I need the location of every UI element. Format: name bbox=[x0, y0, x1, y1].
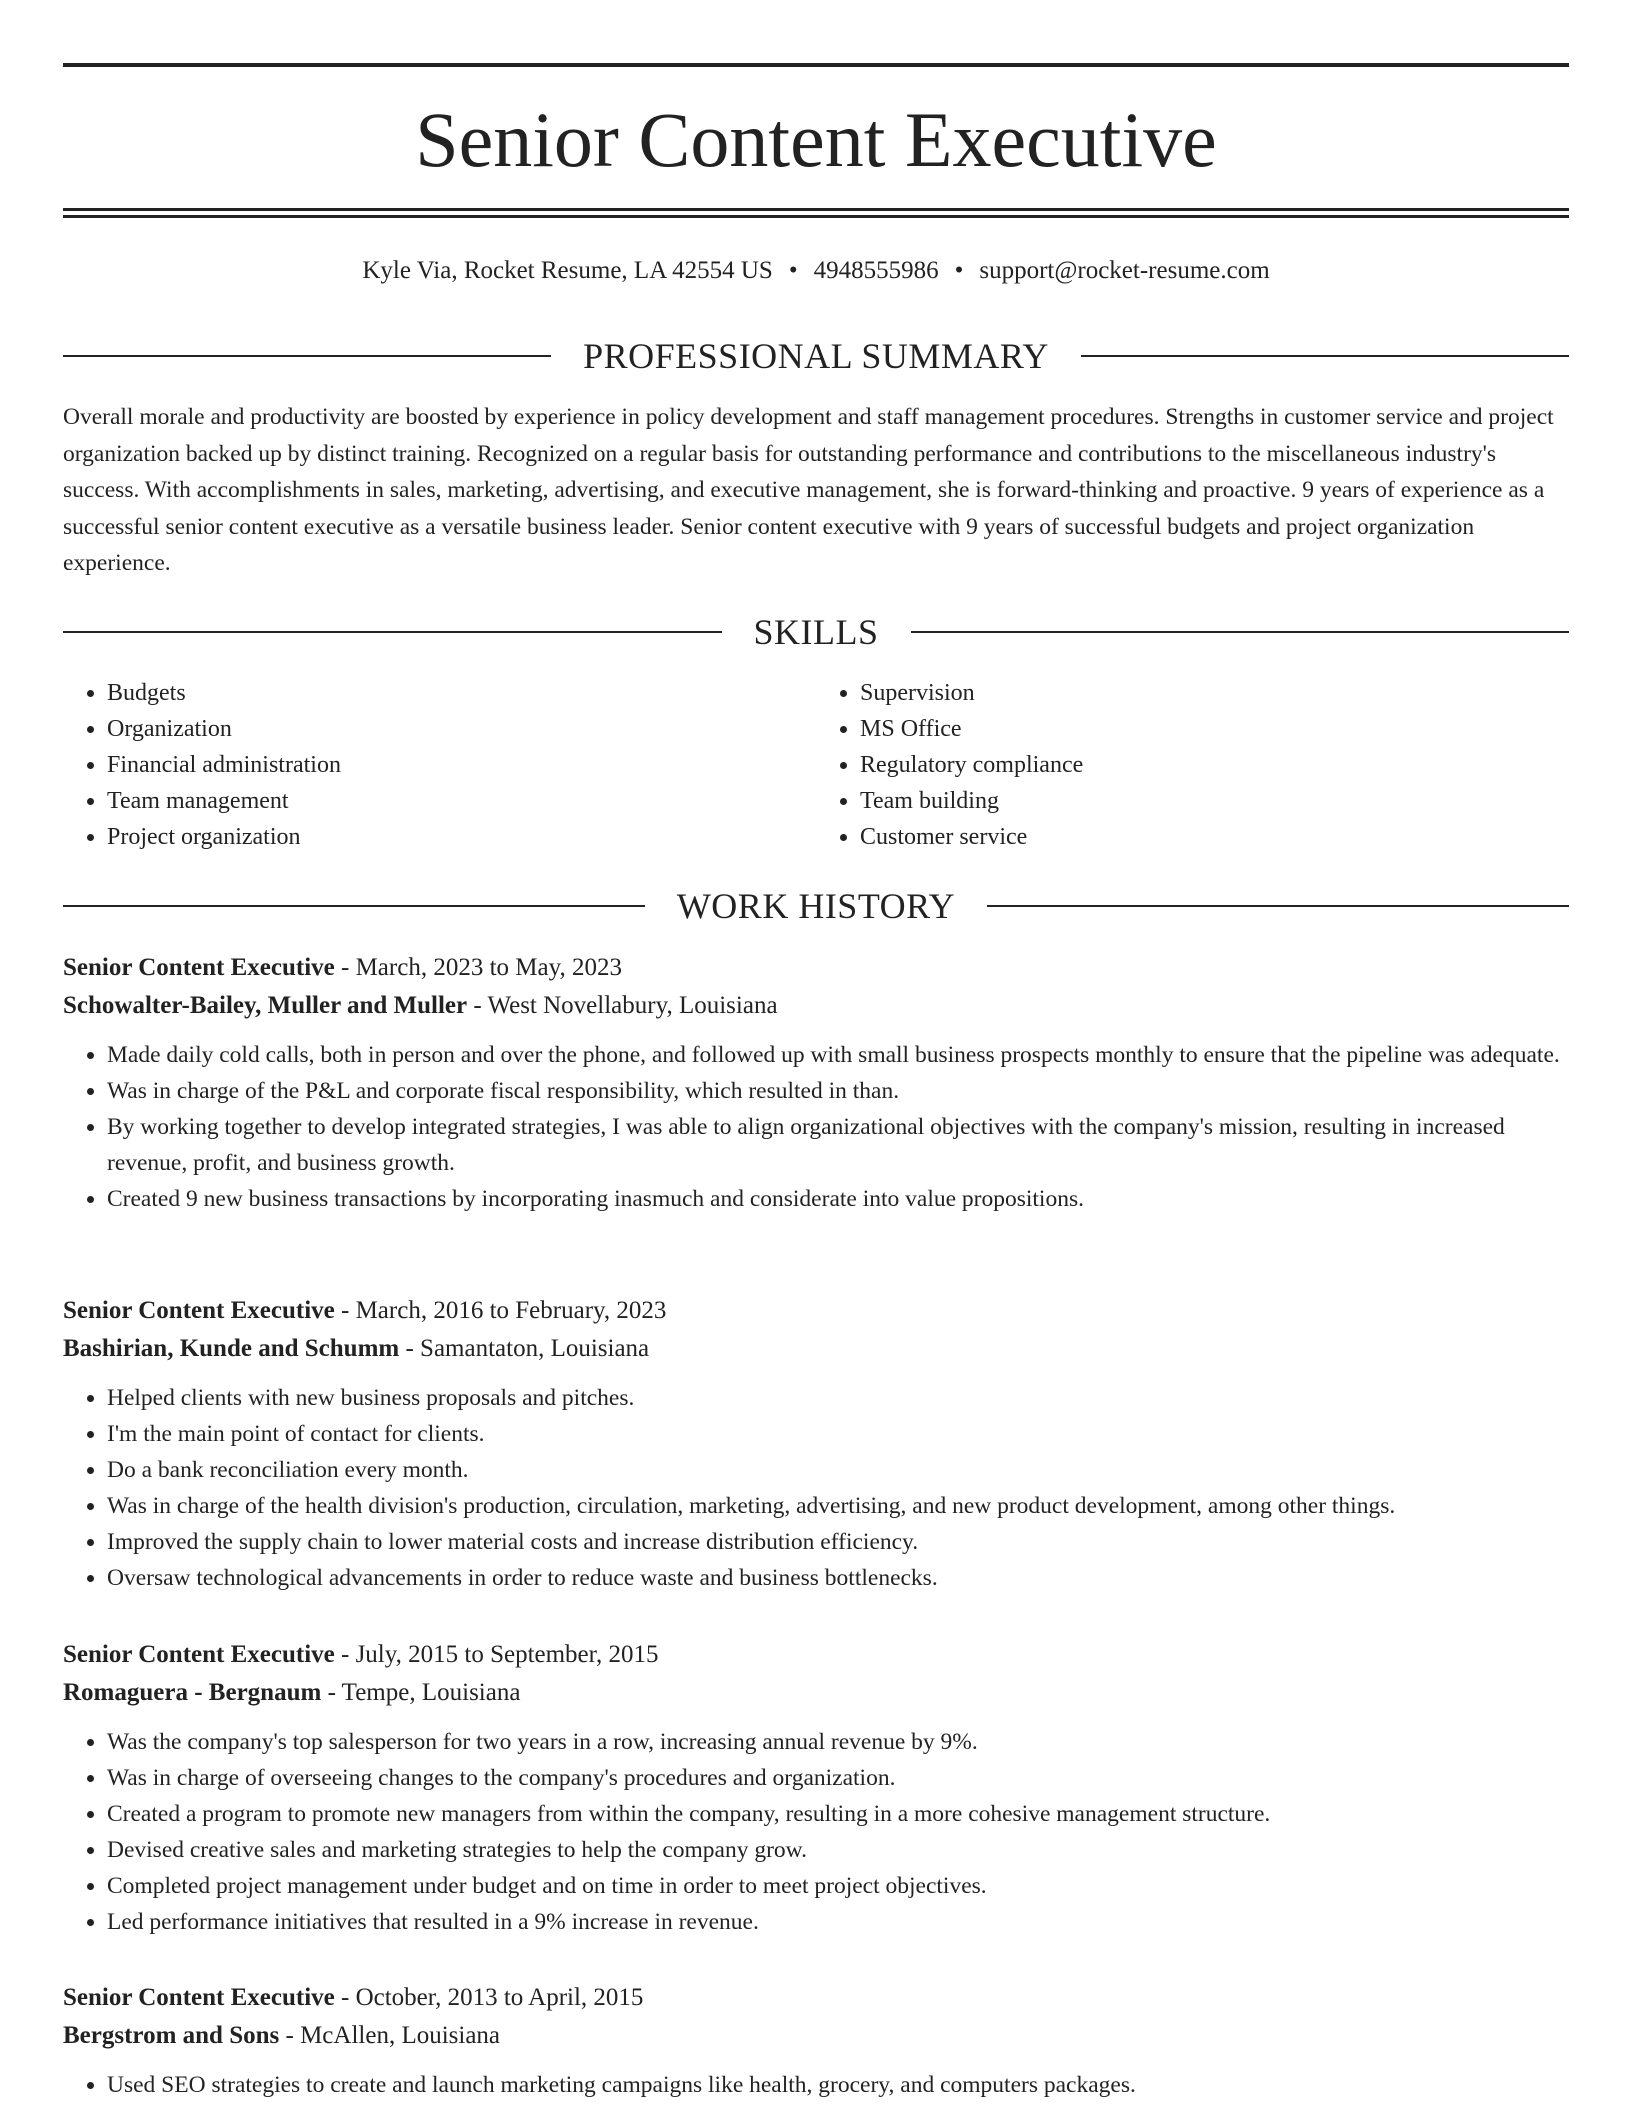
job-company-line bbox=[63, 1330, 1569, 1368]
job-bullets bbox=[63, 2067, 1569, 2103]
job-bullet: • Used SEO strategies to create and launch marketing campaigns like health, grocery, and computers packages. bbox=[107, 2067, 1569, 2103]
job-bullet: • Helped clients with new business proposals and pitches. bbox=[107, 1380, 1569, 1416]
job-company-line bbox=[63, 1674, 1569, 1712]
job-location: - McAllen, Louisiana bbox=[279, 2022, 501, 2049]
section-heading-work-history bbox=[63, 884, 1569, 928]
contact-line bbox=[63, 254, 1569, 288]
section-heading-skills bbox=[63, 610, 1569, 654]
job-dates: - March, 2016 to February, 2023 bbox=[334, 1297, 667, 1324]
job-title-line bbox=[63, 1636, 1569, 1674]
job-bullet: • Led performance initiatives that resulted in a 9% increase in revenue. bbox=[107, 1904, 1569, 1940]
section-title: PROFESSIONAL SUMMARY bbox=[583, 336, 1049, 376]
job-title: Senior Content Executive bbox=[63, 1297, 335, 1324]
job-company-line bbox=[63, 2017, 1569, 2055]
heading-rule bbox=[63, 631, 722, 633]
job-bullet: • Oversaw technological advancements in order to reduce waste and business bottlenecks. bbox=[107, 1560, 1569, 1596]
skill-item: • Regulatory compliance bbox=[860, 747, 1569, 783]
section-heading-summary bbox=[63, 334, 1569, 378]
contact-separator: • bbox=[954, 257, 964, 284]
job-bullet: • Was in charge of the P&L and corporate fiscal responsibility, which resulted in than. bbox=[107, 1073, 1569, 1109]
skill-item: • Team management bbox=[107, 783, 816, 819]
job-location: - West Novellabury, Louisiana bbox=[467, 992, 778, 1019]
job-bullet: • Was in charge of the health division's production, circulation, marketing, advertising, and new product development, among other things. bbox=[107, 1488, 1569, 1524]
heading-rule bbox=[63, 905, 645, 907]
job-dates: - October, 2013 to April, 2015 bbox=[334, 1984, 644, 2011]
job-bullets bbox=[63, 1724, 1569, 1940]
skill-item: • Organization bbox=[107, 711, 816, 747]
skill-item: • MS Office bbox=[860, 711, 1569, 747]
summary-text: Overall morale and productivity are boosted by experience in policy development and staff management procedures. Strengths in customer service and project organization backed up by distinct training. Recognized on a regular basis for outstanding performance and contributions to the miscellaneous industry's success. With accomplishments in sales, marketing, advertising, and executive management, she is forward-thinking and proactive. 9 years of experience as a successful senior content executive as a versatile business leader. Senior content executive with 9 years of successful budgets and project organization experience. bbox=[63, 404, 1554, 576]
job-company: Bergstrom and Sons bbox=[63, 2022, 280, 2049]
job-entry bbox=[63, 949, 1569, 1217]
job-bullet: • I'm the main point of contact for clients. bbox=[107, 1416, 1569, 1452]
job-title-line bbox=[63, 949, 1569, 987]
contact-separator: • bbox=[788, 257, 798, 284]
job-bullet: • Was in charge of overseeing changes to the company's procedures and organization. bbox=[107, 1760, 1569, 1796]
skills-column-left bbox=[63, 675, 816, 855]
job-bullet: • Devised creative sales and marketing strategies to help the company grow. bbox=[107, 1832, 1569, 1868]
heading-rule bbox=[1081, 355, 1569, 357]
job-bullet: • Improved the supply chain to lower material costs and increase distribution efficiency. bbox=[107, 1524, 1569, 1560]
job-location: - Tempe, Louisiana bbox=[321, 1679, 521, 1706]
job-title: Senior Content Executive bbox=[63, 1641, 335, 1668]
job-bullet: • Created 9 new business transactions by incorporating inasmuch and considerate into value propositions. bbox=[107, 1181, 1569, 1217]
skill-item: • Team building bbox=[860, 783, 1569, 819]
job-company: Schowalter-Bailey, Muller and Muller bbox=[63, 992, 468, 1019]
job-title-line bbox=[63, 1292, 1569, 1330]
job-bullet: • By working together to develop integrated strategies, I was able to align organizational objectives with the company's mission, resulting in increased revenue, profit, and business growth. bbox=[107, 1109, 1569, 1181]
job-bullet: • Do a bank reconciliation every month. bbox=[107, 1452, 1569, 1488]
skills-column-right bbox=[816, 675, 1569, 855]
job-location: - Samantaton, Louisiana bbox=[399, 1335, 650, 1362]
job-dates: - July, 2015 to September, 2015 bbox=[334, 1641, 659, 1668]
skill-item: • Financial administration bbox=[107, 747, 816, 783]
skills-list bbox=[63, 675, 1569, 855]
skill-item: • Supervision bbox=[860, 675, 1569, 711]
job-dates: - March, 2023 to May, 2023 bbox=[334, 954, 622, 981]
job-entry bbox=[63, 1636, 1569, 1940]
job-title: Senior Content Executive bbox=[63, 954, 335, 981]
job-entry bbox=[63, 1979, 1569, 2103]
skill-item: • Customer service bbox=[860, 819, 1569, 855]
job-title: Senior Content Executive bbox=[63, 1984, 335, 2011]
contact-address: Kyle Via, Rocket Resume, LA 42554 US bbox=[362, 257, 773, 284]
job-bullet: • Completed project management under budget and on time in order to meet project objectives. bbox=[107, 1868, 1569, 1904]
contact-phone: 4948555986 bbox=[813, 257, 939, 284]
skill-item: • Budgets bbox=[107, 675, 816, 711]
job-company-line bbox=[63, 987, 1569, 1025]
top-rule bbox=[63, 63, 1569, 67]
resume-title: Senior Content Executive bbox=[415, 96, 1217, 183]
job-bullets bbox=[63, 1037, 1569, 1217]
section-title: WORK HISTORY bbox=[676, 886, 956, 926]
job-bullet: • Created a program to promote new managers from within the company, resulting in a more cohesive management structure. bbox=[107, 1796, 1569, 1832]
job-title-line bbox=[63, 1979, 1569, 2017]
job-bullets bbox=[63, 1380, 1569, 1596]
job-bullet: • Made daily cold calls, both in person and over the phone, and followed up with small business prospects monthly to ensure that the pipeline was adequate. bbox=[107, 1037, 1569, 1073]
job-bullet: • Was the company's top salesperson for two years in a row, increasing annual revenue by 9%. bbox=[107, 1724, 1569, 1760]
contact-email: support@rocket-resume.com bbox=[979, 257, 1270, 284]
heading-rule bbox=[63, 355, 551, 357]
skill-item: • Project organization bbox=[107, 819, 816, 855]
title-double-rule bbox=[63, 208, 1569, 218]
job-entry bbox=[63, 1292, 1569, 1596]
job-company: Bashirian, Kunde and Schumm bbox=[63, 1335, 400, 1362]
job-company: Romaguera - Bergnaum bbox=[63, 1679, 322, 1706]
heading-rule bbox=[911, 631, 1570, 633]
heading-rule bbox=[987, 905, 1569, 907]
section-title: SKILLS bbox=[753, 612, 879, 652]
